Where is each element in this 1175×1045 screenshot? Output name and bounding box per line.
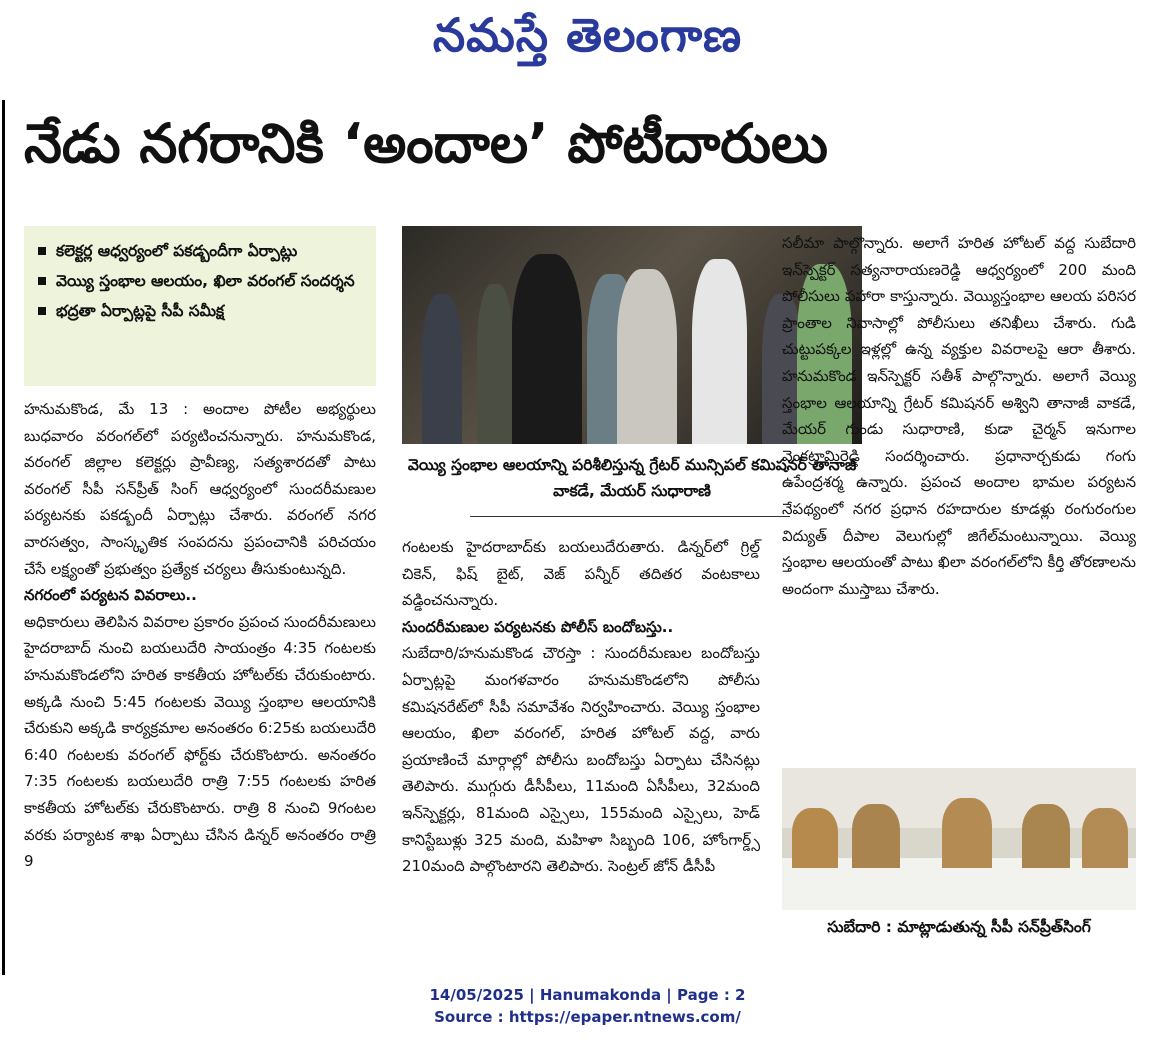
article-column-2 bbox=[402, 534, 760, 880]
article-paragraph: గంటలకు హైదరాబాద్‌కు బయలుదేరుతారు. డిన్నర్‌లో గ్రిల్డ్ చికెన్, ఫిష్ బైట్, వెజ్ పన్నీర్ తదితర వంటకాలు వడ్డించనున్నారు. bbox=[402, 538, 760, 610]
left-border-rule bbox=[2, 100, 5, 975]
highlights-box bbox=[24, 226, 376, 386]
photo-caption: సుబేదారి : మాట్లాడుతున్న సీపీ సన్‌ప్రీత్‌సింగ్ bbox=[827, 918, 1091, 936]
article-column-1 bbox=[24, 396, 376, 875]
masthead-logo: నమస్తే తెలంగాణ bbox=[432, 8, 743, 62]
page-footer bbox=[0, 984, 1175, 1028]
caption-divider bbox=[470, 516, 790, 517]
footer-date-edition: 14/05/2025 | Hanumakonda | Page : 2 bbox=[429, 986, 746, 1004]
bullet-square-icon bbox=[38, 307, 46, 315]
police-meeting-photo bbox=[782, 768, 1136, 910]
bullet-square-icon bbox=[38, 277, 46, 285]
article-subhead: సుందరీమణుల పర్యటనకు పోలీస్ బందోబస్తు.. bbox=[402, 617, 674, 636]
article-paragraph: హనుమకొండ, మే 13 : అందాల పోటీల అభ్యర్థులు బుధవారం వరంగల్‌లో పర్యటించనున్నారు. హనుమకొండ, వరంగల్ జిల్లాల కలెక్టర్లు ప్రావీణ్య, సత్యశారదతో పాటు వరంగల్ సీపీ సన్‌ప్రీత్ సింగ్ ఆధ్వర్యంలో సుందరీమణుల పర్యటనకు పకడ్బందీ ఏర్పాట్లు చేశారు. వరంగల్ నగర వారసత్వం, సాంస్కృతిక సంపదను ప్రపంచానికి పరిచయం చేసే లక్ష్యంతో ప్రభుత్వం ప్రత్యేక చర్యలు తీసుకుంటున్నది. bbox=[24, 400, 376, 578]
article-paragraph: అధికారులు తెలిపిన వివరాల ప్రకారం ప్రపంచ సుందరీమణులు హైదరాబాద్ నుంచి బయలుదేరి సాయంత్రం 4:35 గంటలకు హనుమకొండలోని హరిత కాకతీయ హోటల్‌కు చేరుకుంటారు. అక్కడి నుంచి 5:45 గంటలకు వెయ్యి స్తంభాల ఆలయానికి చేరుకుని అక్కడి కార్యక్రమాల అనంతరం 6:25కు బయలుదేరి 6:40 గంటలకు వరంగల్ ఫోర్ట్‌కు చేరుకొంటారు. అనంతరం 7:35 గంటలకు బయలుదేరి రాత్రి 7:55 గంటలకు హరిత కాకతీయ హోటల్‌కు చేరుకొంటారు. రాత్రి 8 నుంచి 9గంటల వరకు పర్యాటక శాఖ ఏర్పాటు చేసిన డిన్నర్ అనంతరం రాత్రి 9 bbox=[24, 612, 376, 871]
article-paragraph: సుబేదారి/హనుమకొండ చౌరస్తా : సుందరీమణుల బందోబస్తు ఏర్పాట్లపై మంగళవారం హనుమకొండలోని పోలీసు కమిషనరేట్‌లో సీపీ సమావేశం నిర్వహించారు. వెయ్యి స్తంభాల ఆలయం, ఖిలా వరంగల్, హరిత హోటల్ వద్ద, వారు ప్రయాణించే మార్గాల్లో పోలీసు బందోబస్తు ఏర్పాటు చేసినట్లు తెలిపారు. ముగ్గురు డీసీపీలు, 11మంది ఏసీపీలు, 32మంది ఇన్‌స్పెక్టర్లు, 81మంది ఎస్సైలు, 155మంది ఎస్సైలు, హెడ్ కానిస్టేబుళ్లు 325 మంది, మహిళా సిబ్బంది 106, హోంగార్డ్స్ 210మంది పాల్గొంటారని తెలిపారు. సెంట్రల్ జోన్ డీసీపీ bbox=[402, 644, 760, 876]
highlight-item: వెయ్యి స్తంభాల ఆలయం, ఖిలా వరంగల్ సందర్శన bbox=[34, 266, 366, 296]
article-column-3 bbox=[782, 230, 1136, 602]
footer-source: Source : https://epaper.ntnews.com/ bbox=[434, 1008, 741, 1026]
highlight-item: భద్రతా ఏర్పాట్లపై సీపీ సమీక్ష bbox=[34, 296, 366, 326]
bullet-square-icon bbox=[38, 247, 46, 255]
highlight-item: కలెక్టర్ల ఆధ్వర్యంలో పకడ్బందీగా ఏర్పాట్లు bbox=[34, 236, 366, 266]
article-paragraph: సలీమా పాల్గొన్నారు. అలాగే హరిత హోటల్ వద్ద సుబేదారి ఇన్‌స్పెక్టర్ సత్యనారాయణరెడ్డి ఆధ్వర్యంలో 200 మంది పోలీసులు పహారా కాస్తున్నారు. వెయ్యిస్తంభాల ఆలయ పరిసర ప్రాంతాల నివాసాల్లో పోలీసులు తనిఖీలు చేశారు. గుడి చుట్టుపక్కల ఇళ్లల్లో ఉన్న వ్యక్తుల వివరాలపై ఆరా తీశారు. హనుమకొండ ఇన్‌స్పెక్టర్ సతీశ్ పాల్గొన్నారు. అలాగే వెయ్యి స్తంభాల ఆలయాన్ని గ్రేటర్ కమిషనర్ అశ్విని తానాజీ వాకడే, మేయర్ గుండు సుధారాణి, కుడా చైర్మన్ ఇనుగాల వెంకట్రామిరెడ్డి సందర్శించారు. ప్రధానార్చకుడు గంగు ఉపేంద్రశర్మ ఉన్నారు. ప్రపంచ అందాల భామల పర్యటన నేపథ్యంలో నగర ప్రధాన రహదారుల కూడళ్లు రంగురంగుల విద్యుత్ దీపాల వెలుగుల్లో జిగేల్‌మంటున్నాయి. వెయ్యి స్తంభాల ఆలయంతో పాటు ఖిలా వరంగల్‌లోని కీర్తి తోరణాలను అందంగా ముస్తాబు చేశారు. bbox=[782, 234, 1136, 598]
headline: నేడు నగరానికి ‘అందాల’ పోటీదారులు bbox=[24, 112, 828, 175]
photo-caption: వెయ్యి స్తంభాల ఆలయాన్ని పరిశీలిస్తున్న గ్రేటర్ మున్సిపల్ కమిషనర్ తానాజీ వాకడే, మేయర్ సుధారాణి bbox=[407, 456, 857, 500]
article-subhead: నగరంలో పర్యటన వివరాలు.. bbox=[24, 586, 197, 605]
